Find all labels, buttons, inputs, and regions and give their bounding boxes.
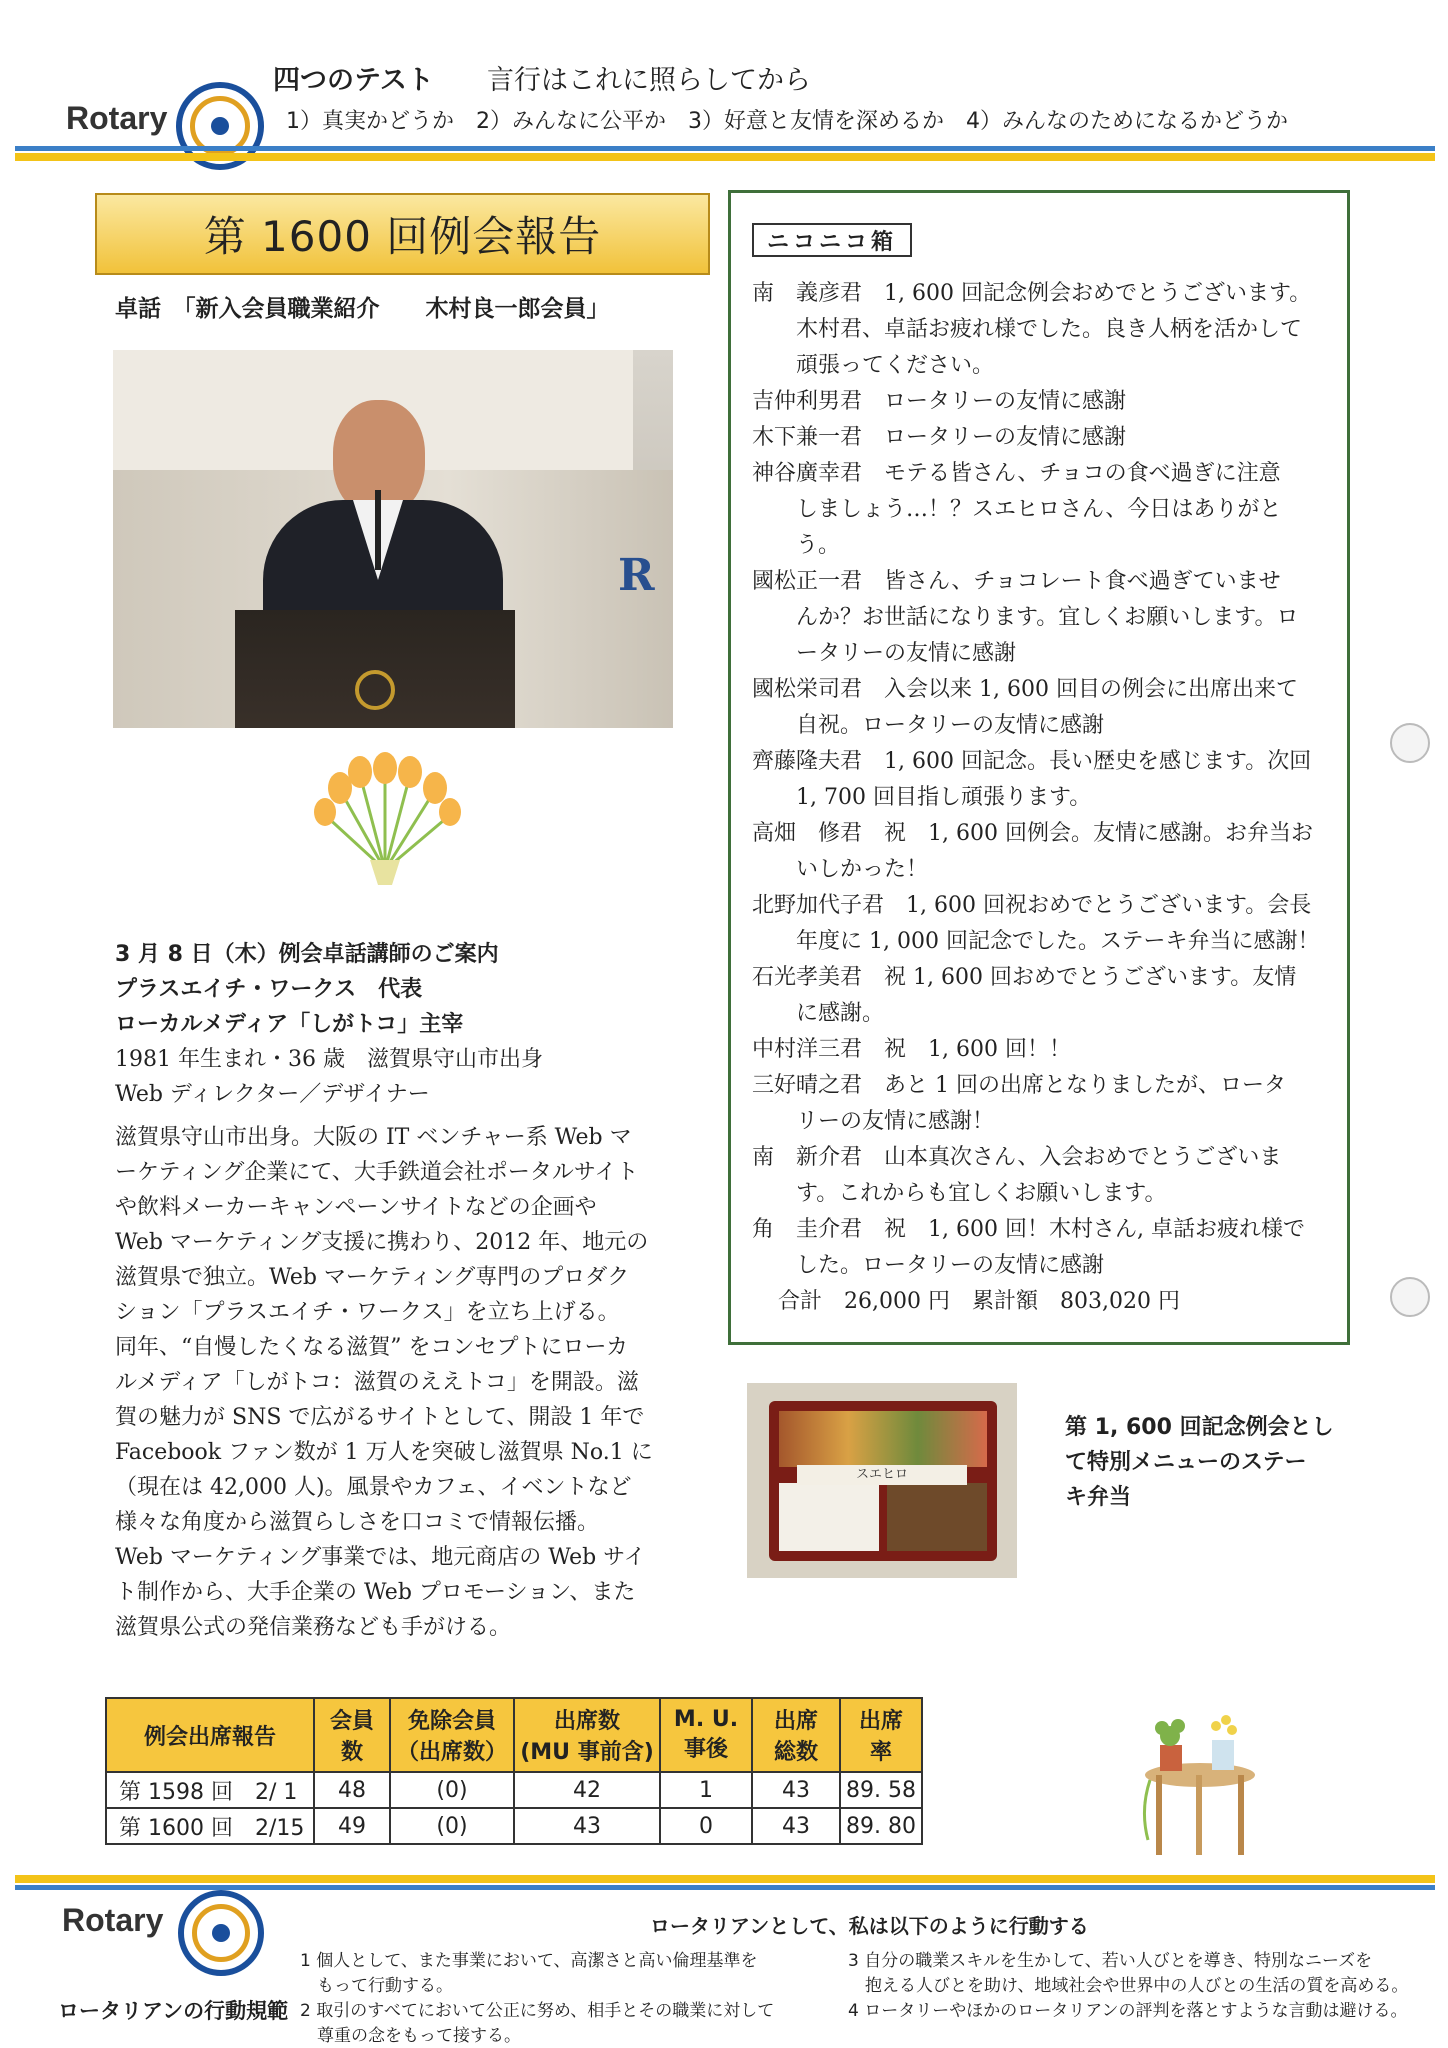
table-cell: 第 1598 回 2/ 1 <box>106 1772 314 1808</box>
four-test-subtitle: 言行はこれに照らしてから <box>487 65 811 96</box>
table-cell: 1 <box>660 1772 752 1808</box>
nikoniko-line: 中村洋三君 祝 1, 600 回！！ <box>752 1037 1071 1062</box>
footer-stripe-yellow <box>15 1875 1435 1883</box>
nikoniko-line: んか？お世話になります。宜しくお願いします。ロ <box>752 605 1299 630</box>
nikoniko-line: 三好晴之君 あと 1 回の出席となりましたが、ロータ <box>752 1073 1286 1098</box>
steak-bento-photo <box>747 1383 1017 1578</box>
lectern-emblem <box>355 670 395 710</box>
nikoniko-line: 國松正一君 皆さん、チョコレート食べ過ぎていませ <box>752 569 1281 594</box>
table-cell: 43 <box>514 1808 660 1844</box>
bento-caption-line: キ弁当 <box>1065 1485 1132 1510</box>
header-cell: 出席 総数 <box>752 1698 840 1772</box>
four-tests-list: 1）真実かどうか 2）みんなに公平か 3）好意と友情を深めるか 4）みんなのためになるかどうか <box>286 109 1288 134</box>
nikoniko-line: しましょう…！？スエヒロさん、今日はありがと <box>752 497 1282 522</box>
bio-line: ト制作から、大手企業の Web プロモーション、また <box>115 1580 636 1605</box>
notice-line-3: ローカルメディア「しがトコ」主宰 <box>115 1012 464 1037</box>
table-cell: 43 <box>752 1808 840 1844</box>
bio-line: Web マーケティング事業では、地元商店の Web サイ <box>115 1545 646 1570</box>
bento-steak <box>887 1483 987 1551</box>
nikoniko-line: 南 新介君 山本真次さん、入会おめでとうございま <box>752 1145 1282 1170</box>
speaker-photo <box>113 350 673 728</box>
bio-line: や飲料メーカーキャンペーンサイトなどの企画や <box>115 1195 597 1220</box>
bio-line: ルメディア「しがトコ：滋賀のええトコ」を開設。滋 <box>115 1370 639 1395</box>
nikoniko-line: 國松栄司君 入会以来 1, 600 回目の例会に出席出来て <box>752 677 1298 702</box>
nikoniko-line: 頑張ってください。 <box>752 353 995 378</box>
bio-line: 様々な角度から滋賀らしさを口コミで情報伝播。 <box>115 1510 600 1535</box>
header-cell: 例会出席報告 <box>106 1698 314 1772</box>
attendance-header-row <box>106 1698 922 1772</box>
bio-line: 滋賀県守山市出身。大阪の IT ベンチャー系 Web マ <box>115 1125 632 1150</box>
nikoniko-line: 吉仲利男君 ロータリーの友情に感謝 <box>752 389 1127 414</box>
nikoniko-line: 木村君、卓話お疲れ様でした。良き人柄を活かして <box>752 317 1303 342</box>
nikoniko-line: 自祝。ロータリーの友情に感謝 <box>752 713 1105 738</box>
nikoniko-line: う。 <box>752 533 841 558</box>
nikoniko-line: に感謝。 <box>752 1001 885 1026</box>
table-cell: 43 <box>752 1772 840 1808</box>
meeting-report-title: 第 1600 回例会報告 <box>95 193 710 275</box>
attendance-table <box>105 1697 923 1845</box>
nikoniko-line: 北野加代子君 1, 600 回祝おめでとうございます。会長 <box>752 893 1312 918</box>
nikoniko-line: 1, 700 回目指し頑張ります。 <box>752 785 1092 810</box>
binder-hole <box>1390 723 1430 763</box>
table-cell: 第 1600 回 2/15 <box>106 1808 314 1844</box>
profile-line-2: Web ディレクター／デザイナー <box>115 1082 430 1107</box>
footer-item-line: 4 ロータリーやほかのロータリアンの評判を落とすような言動は避ける。 <box>848 2001 1408 2021</box>
table-cell: 48 <box>314 1772 390 1808</box>
rotary-logo-word: Rotary <box>66 100 168 136</box>
footer-heading: ロータリアンとして、私は以下のように行動する <box>650 1914 1089 1938</box>
table-row <box>106 1772 922 1808</box>
profile-line-1: 1981 年生まれ・36 歳 滋賀県守山市出身 <box>115 1047 543 1072</box>
bento-chopsticks-sleeve: スエヒロ <box>797 1465 967 1485</box>
header-cell: 出席数 (MU 事前含) <box>514 1698 660 1772</box>
nikoniko-label: ニコニコ箱 <box>752 223 912 257</box>
footer-motto-label: ロータリアンの行動規範 <box>58 1999 289 2023</box>
footer-stripe-blue <box>15 1885 1435 1890</box>
bio-line: ーケティング企業にて、大手鉄道会社ポータルサイト <box>115 1160 639 1185</box>
table-cell: (0) <box>390 1772 514 1808</box>
bento-caption-line: て特別メニューのステー <box>1065 1450 1307 1475</box>
nikoniko-line: 石光孝美君 祝 1, 600 回おめでとうございます。友情 <box>752 965 1297 990</box>
table-cell: 89. 58 <box>840 1772 922 1808</box>
footer-item-line: もって行動する。 <box>300 1976 453 1996</box>
nikoniko-line: 高畑 修君 祝 1, 600 回例会。友情に感謝。お弁当お <box>752 821 1313 846</box>
bio-line: 滋賀県公式の発信業務なども手がける。 <box>115 1615 512 1640</box>
footer-item-line: 2 取引のすべてにおいて公正に努め、相手とその職業に対して <box>300 2001 775 2021</box>
bio-line: 同年、“自慢したくなる滋賀” をコンセプトにローカ <box>115 1335 629 1360</box>
bio-line: （現在は 42,000 人)。風景やカフェ、イベントなど <box>115 1475 632 1500</box>
table-row <box>106 1808 922 1844</box>
header-cell: M. U. 事後 <box>660 1698 752 1772</box>
notice-line-2: プラスエイチ・ワークス 代表 <box>115 977 423 1002</box>
nikoniko-line: 年度に 1, 000 回記念でした。ステーキ弁当に感謝！ <box>752 929 1320 954</box>
header-cell: 出席 率 <box>840 1698 922 1772</box>
bio-line: 賀の魅力が SNS で広がるサイトとして、開設 1 年で <box>115 1405 645 1430</box>
footer-item-line: 抱える人びとを助け、地域社会や世界中の人びとの生活の質を高める。 <box>848 1976 1409 1996</box>
nikoniko-line: 齊藤隆夫君 1, 600 回記念。長い歴史を感じます。次回 <box>752 749 1312 774</box>
bio-line: Web マーケティング支援に携わり、2012 年、地元の <box>115 1230 649 1255</box>
nikoniko-line: した。ロータリーの友情に感謝 <box>752 1253 1105 1278</box>
footer-item-line: 尊重の念をもって接する。 <box>300 2026 521 2046</box>
binder-hole <box>1390 1277 1430 1317</box>
nikoniko-line: リーの友情に感謝！ <box>752 1109 995 1134</box>
nikoniko-line: 神谷廣幸君 モテる皆さん、チョコの食べ過ぎに注意 <box>752 461 1281 486</box>
tulip-bouquet-illustration <box>300 750 470 890</box>
four-test-title: 四つのテスト <box>273 65 434 96</box>
bio-line: 滋賀県で独立。Web マーケティング専門のプロダク <box>115 1265 630 1290</box>
nikoniko-line: す。これからも宜しくお願いします。 <box>752 1181 1167 1206</box>
footer-rotary-wheel-icon <box>178 1890 264 1976</box>
header-cell: 免除会員 （出席数） <box>390 1698 514 1772</box>
table-cell: (0) <box>390 1808 514 1844</box>
bento-rice <box>779 1483 879 1551</box>
nikoniko-line: 角 圭介君 祝 1, 600 回！木村さん, 卓話お疲れ様で <box>752 1217 1305 1242</box>
rotary-letter-r: R <box>618 550 655 601</box>
table-cell: 89. 80 <box>840 1808 922 1844</box>
table-cell: 0 <box>660 1808 752 1844</box>
nikoniko-line: 木下兼一君 ロータリーの友情に感謝 <box>752 425 1127 450</box>
nikoniko-line: 南 義彦君 1, 600 回記念例会おめでとうございます。 <box>752 281 1312 306</box>
footer-item-line: 1 個人として、また事業において、高潔さと高い倫理基準を <box>300 1951 758 1971</box>
plant-stand-illustration <box>1130 1700 1270 1860</box>
header-cell: 会員 数 <box>314 1698 390 1772</box>
bio-line: ション「プラスエイチ・ワークス」を立ち上げる。 <box>115 1300 620 1325</box>
nikoniko-total: 合計 26,000 円 累計額 803,020 円 <box>778 1289 1180 1314</box>
table-cell: 42 <box>514 1772 660 1808</box>
footer-rotary-logo-word: Rotary <box>62 1902 164 1938</box>
lectern <box>235 610 515 728</box>
notice-line-1: 3 月 8 日（木）例会卓話講師のご案内 <box>115 942 499 967</box>
bento-caption-line: 第 1, 600 回記念例会とし <box>1065 1415 1334 1440</box>
header-stripe-yellow <box>15 153 1435 161</box>
table-cell: 49 <box>314 1808 390 1844</box>
talk-line: 卓話 「新入会員職業紹介 木村良一郎会員」 <box>115 296 610 322</box>
footer-item-line: 3 自分の職業スキルを生かして、若い人びとを導き、特別なニーズを <box>848 1951 1373 1971</box>
nikoniko-line: ータリーの友情に感謝 <box>752 641 1017 666</box>
bento-side-dishes <box>779 1411 987 1467</box>
nikoniko-line: いしかった！ <box>752 857 929 882</box>
microphone <box>375 490 381 570</box>
header-stripe-blue <box>15 146 1435 151</box>
bio-line: Facebook ファン数が 1 万人を突破し滋賀県 No.1 に <box>115 1440 653 1465</box>
